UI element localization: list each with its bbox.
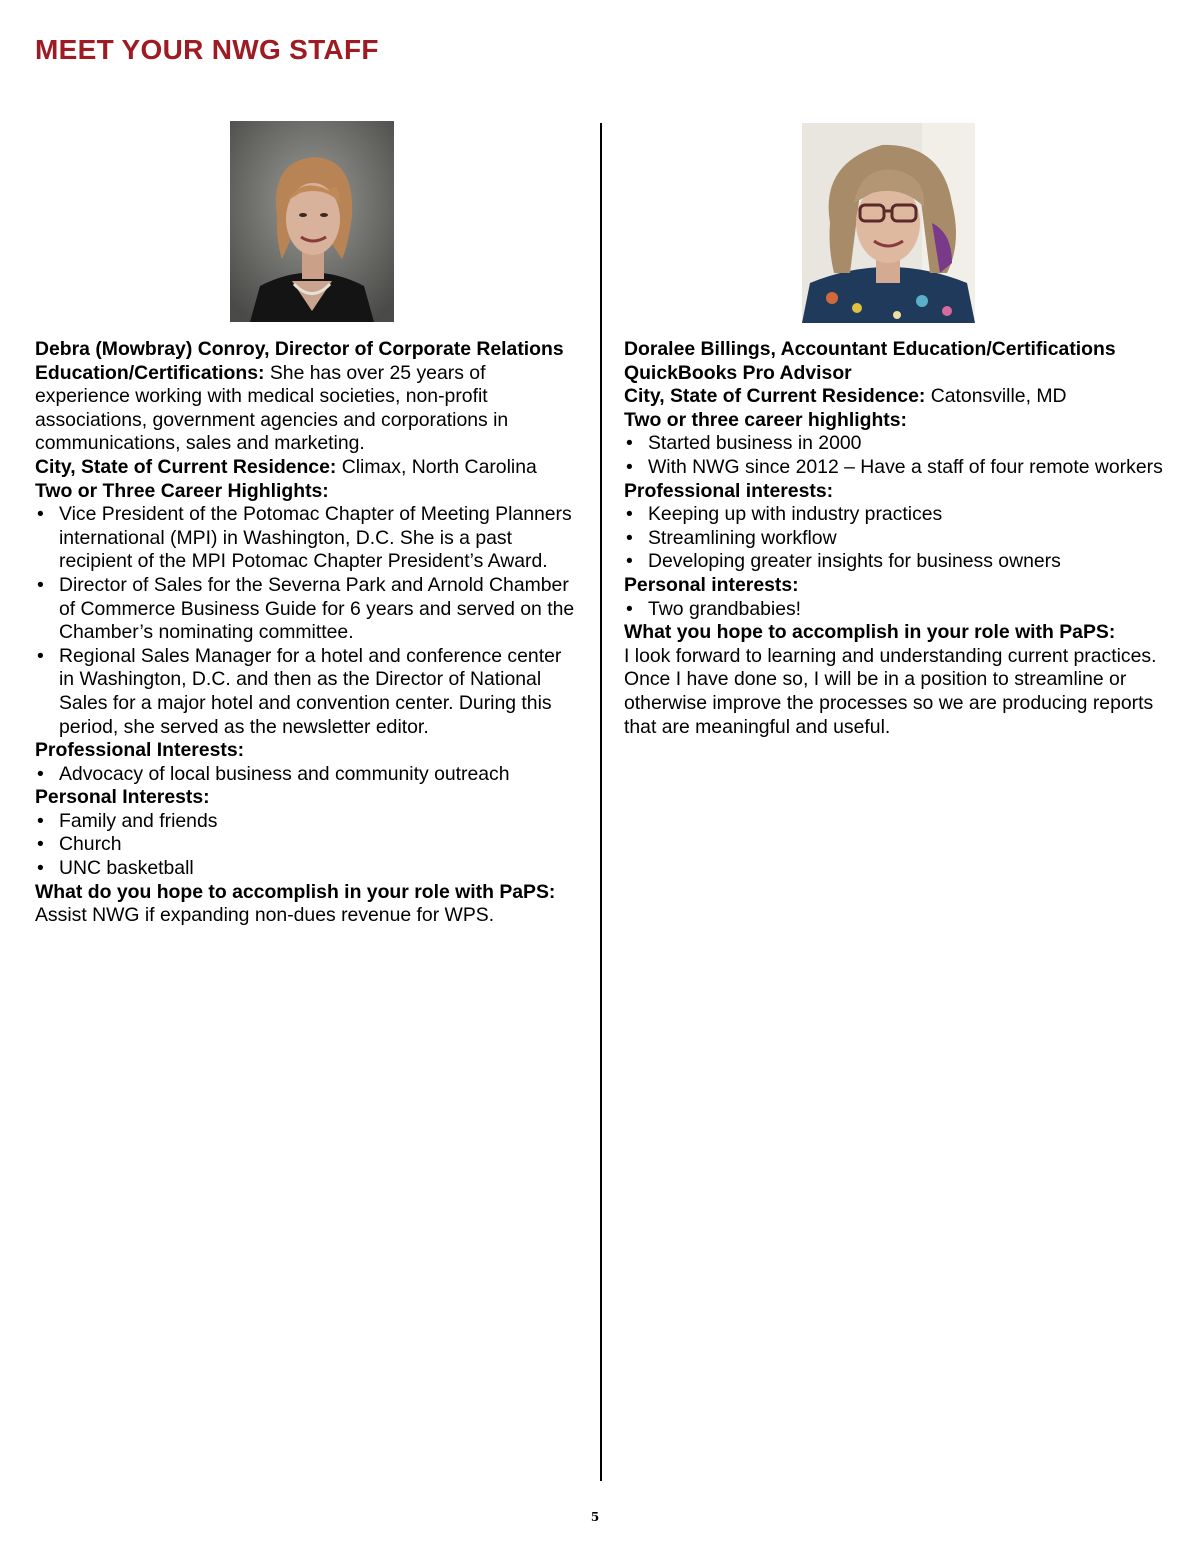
- education-text: She has over 25 years of experience working with medical societies, non-profit associations, government agencies and corporations in communications, sales and marketing.: [35, 361, 509, 455]
- residence-label: City, State of Current Residence:: [35, 455, 337, 478]
- debra-conroy-profile: [35, 338, 580, 928]
- column-divider: [600, 123, 602, 1481]
- debra-conroy-photo: [230, 121, 394, 322]
- list-item: • Advocacy of local business and community outreach: [35, 763, 580, 787]
- list-item: • Streamlining workflow: [624, 527, 1184, 551]
- residence-label: City, State of Current Residence:: [624, 385, 926, 408]
- list-item: • Vice President of the Potomac Chapter of Meeting Planners international (MPI) in Washington, D.C. She is a past recipient of the MPI Potomac Chapter President’s Award.: [35, 503, 580, 574]
- hope-text: Assist NWG if expanding non-dues revenue for WPS.: [35, 904, 495, 927]
- hope-section: [35, 881, 580, 928]
- professional-label: Professional interests:: [624, 479, 834, 502]
- list-item: • Director of Sales for the Severna Park and Arnold Chamber of Commerce Business Guide for 6 years and served on the Chamber’s nominating committee.: [35, 574, 580, 645]
- residence-section: [35, 456, 580, 480]
- career-label: Two or Three Career Highlights:: [35, 479, 329, 502]
- list-item: • With NWG since 2012 – Have a staff of four remote workers: [624, 456, 1184, 480]
- personal-label: Personal interests:: [624, 573, 799, 596]
- professional-list: [624, 503, 1184, 574]
- education-label: Education/Certifications:: [35, 361, 265, 384]
- career-list: [624, 432, 1184, 479]
- list-item: • Family and friends: [35, 810, 580, 834]
- doralee-billings-photo: [802, 123, 975, 323]
- personal-label: Personal Interests:: [35, 786, 210, 809]
- list-item: • Church: [35, 833, 580, 857]
- career-list: [35, 503, 580, 739]
- profile-heading: Doralee Billings, Accountant Education/Certifications QuickBooks Pro Advisor: [624, 338, 1116, 384]
- profile-heading: Debra (Mowbray) Conroy, Director of Corporate Relations: [35, 338, 564, 360]
- residence-section: [624, 385, 1184, 409]
- page-title: MEET YOUR NWG STAFF: [35, 34, 379, 65]
- hope-text: I look forward to learning and understanding current practices. Once I have done so, I will be in a position to streamline or otherwise improve the processes so we are producing reports that are meaningful and useful.: [624, 644, 1157, 738]
- hope-label: What you hope to accomplish in your role with PaPS:: [624, 621, 1116, 644]
- career-label: Two or three career highlights:: [624, 408, 908, 431]
- personal-list: [624, 598, 1184, 622]
- page-number: 5: [590, 1510, 600, 1524]
- list-item: • Started business in 2000: [624, 432, 1184, 456]
- professional-list: [35, 763, 580, 787]
- doralee-billings-profile: [624, 338, 1184, 739]
- professional-label: Professional Interests:: [35, 739, 245, 762]
- list-item: • Developing greater insights for business owners: [624, 550, 1184, 574]
- residence-text: Climax, North Carolina: [336, 455, 537, 478]
- hope-label: What do you hope to accomplish in your role with PaPS:: [35, 880, 556, 903]
- list-item: • Regional Sales Manager for a hotel and conference center in Washington, D.C. and then as the Director of National Sales for a major hotel and convention center. During this period, she served as the newsletter editor.: [35, 645, 580, 739]
- residence-text: Catonsville, MD: [925, 385, 1067, 408]
- education-section: [35, 362, 580, 456]
- list-item: • Two grandbabies!: [624, 598, 1184, 622]
- list-item: • UNC basketball: [35, 857, 580, 881]
- personal-list: [35, 810, 580, 881]
- list-item: • Keeping up with industry practices: [624, 503, 1184, 527]
